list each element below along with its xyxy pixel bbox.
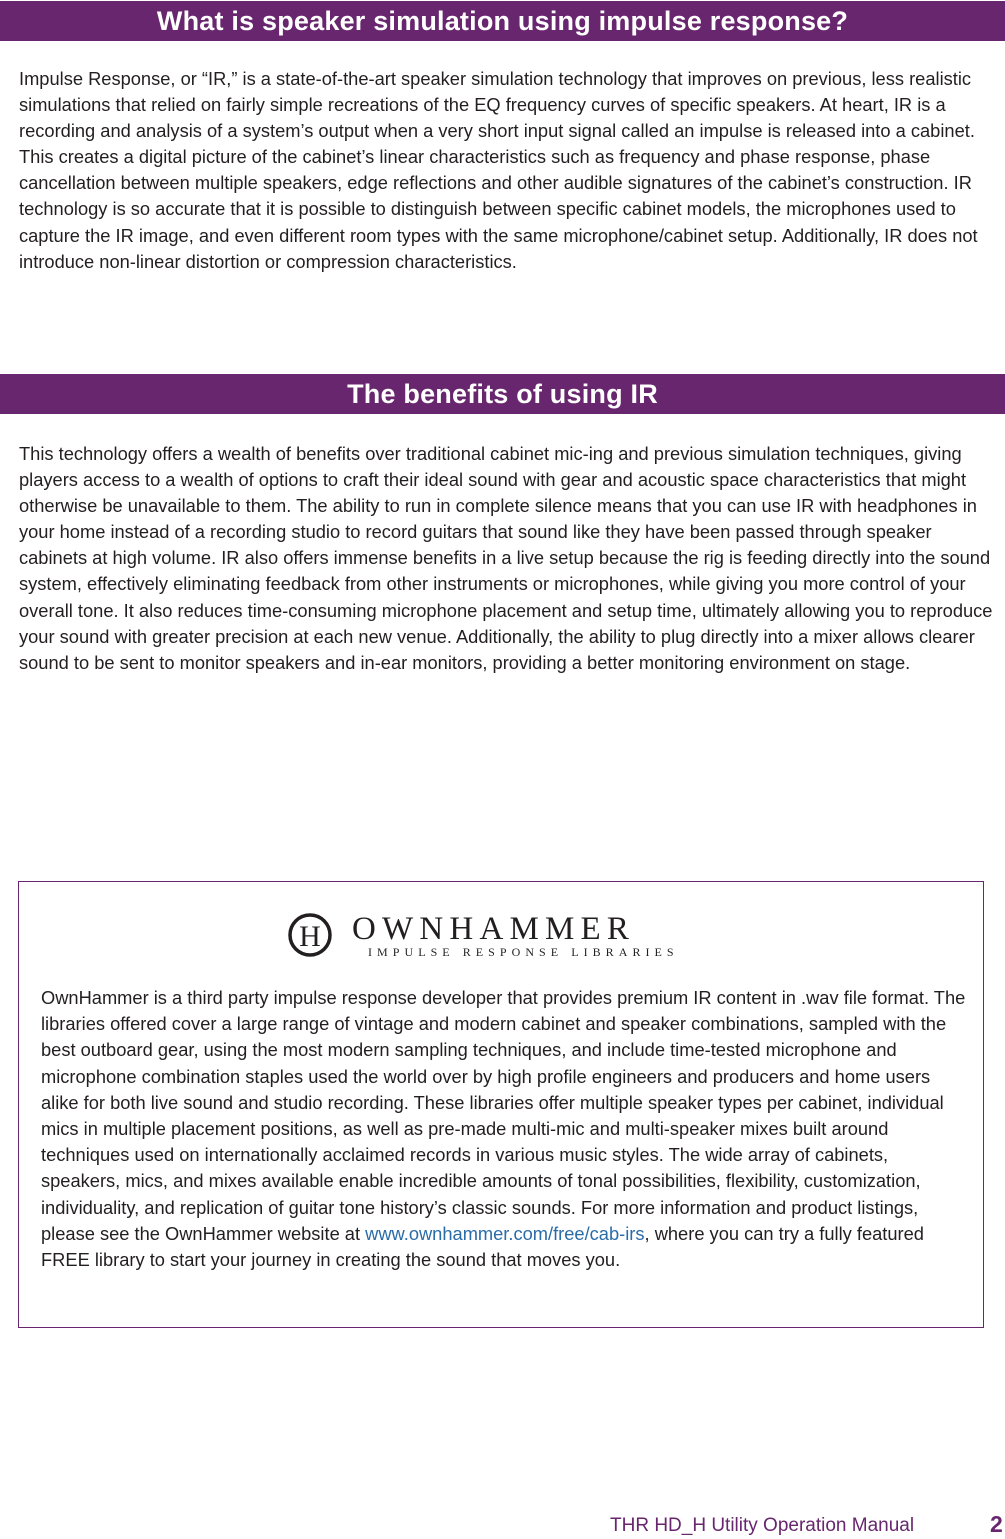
ownhammer-monogram: H	[299, 920, 321, 953]
ownhammer-website-link[interactable]: www.ownhammer.com/free/cab-irs	[365, 1222, 645, 1244]
manual-title: THR HD_H Utility Operation Manual	[610, 1515, 915, 1536]
ownhammer-description-text: OwnHammer is a third party impulse response developer that provides premium IR content in .wav file format. The libraries offered cover a large range of vintage and modern cabinet and speaker combinations, sampled with the best outboard gear, using the most modern sampling techniques, and include time-tested microphone and microphone combination staples used the world over by high profile engineers and producers and home users alike for both live sound and studio recording. These libraries offer multiple speaker types per cabinet, individual mics in multiple placement positions, as well as pre-made multi-mic and multi-speaker mixes built around techniques used on internationally acclaimed records in various music styles. The wide array of cabinets, speakers, mics, and mixes available enable incredible amounts of tonal possibilities, flexibility, customization, individuality, and replication of guitar tone history’s classic sounds. For more information and product listings, please see the OwnHammer website at	[41, 987, 966, 1244]
page-number: 2	[990, 1511, 1003, 1537]
ownhammer-description-end: , where you can try a fully featured FREE library to start your journey in creating the sound that moves you.	[41, 1222, 924, 1271]
ownhammer-description	[41, 985, 966, 1273]
speaker-simulation-paragraph: Impulse Response, or “IR,” is a state-of-the-art speaker simulation technology that improves on previous, less realistic simulations that relied on fairly simple recreations of the EQ frequency curves of specific speakers. At heart, IR is a recording and analysis of a system’s output when a very short input signal called an impulse is released into a cabinet. This creates a digital picture of the cabinet’s linear characteristics such as frequency and phase response, phase cancellation between multiple speakers, edge reflections and other audible signatures of the cabinet’s construction. IR technology is so accurate that it is possible to distinguish between specific cabinet models, the microphones used to capture the IR image, and even different room types with the same microphone/cabinet setup. Additionally, IR does not introduce non-linear distortion or compression characteristics.	[19, 68, 978, 272]
ownhammer-logo	[288, 908, 718, 960]
section-heading-speaker-simulation: What is speaker simulation using impulse response?	[0, 1, 1005, 41]
benefits-paragraph: This technology offers a wealth of benefits over traditional cabinet mic-ing and previous simulation techniques, giving players access to a wealth of options to craft their ideal sound with gear and acoustic space characteristics that might otherwise be unavailable to them. The ability to run in complete silence means that you can use IR with headphones in your home instead of a recording studio to record guitars that sound like they have been passed through speaker cabinets at high volume. IR also offers immense benefits in a live setup because the rig is feeding directly into the sound system, effectively eliminating feedback from other instruments or microphones, while giving you more control of your overall tone. It also reduces time-consuming microphone placement and setup time, ultimately allowing you to reproduce your sound with greater precision at each new venue. Additionally, the ability to plug directly into a mixer allows clearer sound to be sent to monitor speakers and in-ear monitors, providing a better monitoring environment on stage.	[19, 443, 993, 673]
ownhammer-tagline: IMPULSE RESPONSE LIBRARIES	[368, 945, 679, 959]
section-heading-benefits: The benefits of using IR	[0, 374, 1005, 414]
ownhammer-wordmark: OWNHAMMER	[352, 911, 636, 947]
